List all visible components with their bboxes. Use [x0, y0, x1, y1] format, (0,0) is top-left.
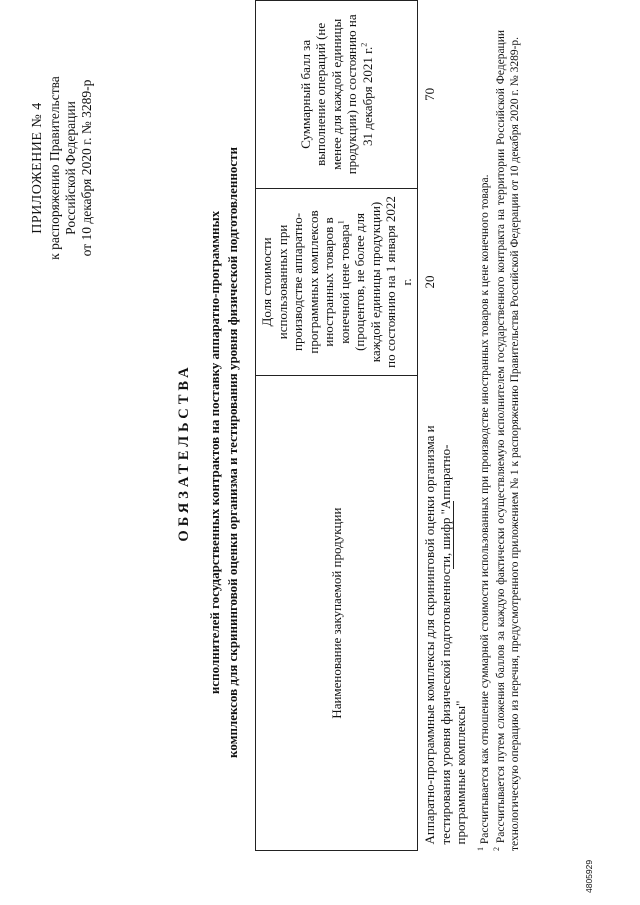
obligations-table: [255, 0, 495, 851]
header-total-score: [256, 1, 418, 189]
document-subtitle: [206, 30, 242, 875]
subtitle-line-2: комплексов для скрининговой оценки организма и тестирования уровня физической подготовленности: [225, 147, 240, 758]
cell-total-score: 70: [422, 87, 437, 101]
footnote-divider: [453, 501, 454, 569]
footnote-2: $^2$ Рассчитывается путем сложения баллов за каждую фактически осуществляемую исполнителем государственного контракта на территории Российской Федерации технологическую операцию из перечня, предусмотренного приложением № 1 к распоряжению Правительства Российской Федерации от 10 декабря 2020 г. № 3289-р.: [492, 29, 521, 851]
appendix-line-3: от 10 декабря 2020 г. № 3289-р: [79, 79, 94, 257]
header-product-name: Наименование закупаемой продукции: [256, 376, 418, 851]
header-total-score-text: Суммарный балл за выполнение операций (не менее для каждой единицы продукции) по состоянию на 31 декабря 2021 г.: [297, 14, 375, 175]
cell-product-name: Аппаратно-программные комплексы для скрининговой оценки организма и тестирования уровня физической подготовленности, шифр "Аппаратно-программные комплексы": [422, 425, 468, 845]
subtitle-line-1: исполнителей государственных контрактов на поставку аппаратно-программных: [207, 210, 222, 695]
appendix-line-1: к распоряжению Правительства: [47, 76, 62, 260]
header-foreign-share-note: (процентов, не более для каждой единицы продукции) по состоянию на 1 января 2022 г.: [352, 196, 414, 368]
header-foreign-share-text: Доля стоимости использованных при производстве аппаратно-программных комплексов иностранных товаров в конечной цене товара: [259, 210, 352, 354]
document-number: 4805929: [584, 859, 594, 893]
document-title: ОБЯЗАТЕЛЬСТВА: [176, 363, 192, 542]
appendix-line-2: Российской Федерации: [63, 101, 78, 235]
footnote-ref-1: 1: [336, 220, 346, 225]
footnote-ref-2: 2: [359, 42, 369, 47]
table-header-row: [256, 1, 418, 851]
header-foreign-share: [256, 188, 418, 376]
appendix-stamp: [30, 18, 95, 318]
footnote-1: $^1$ Рассчитывается как отношение суммарной стоимости использованных при производстве иностранных товаров к цене конечного товара.: [476, 174, 491, 851]
footnotes: [478, 30, 524, 851]
appendix-heading: ПРИЛОЖЕНИЕ № 4: [30, 102, 45, 234]
cell-foreign-share: 20: [422, 275, 437, 289]
